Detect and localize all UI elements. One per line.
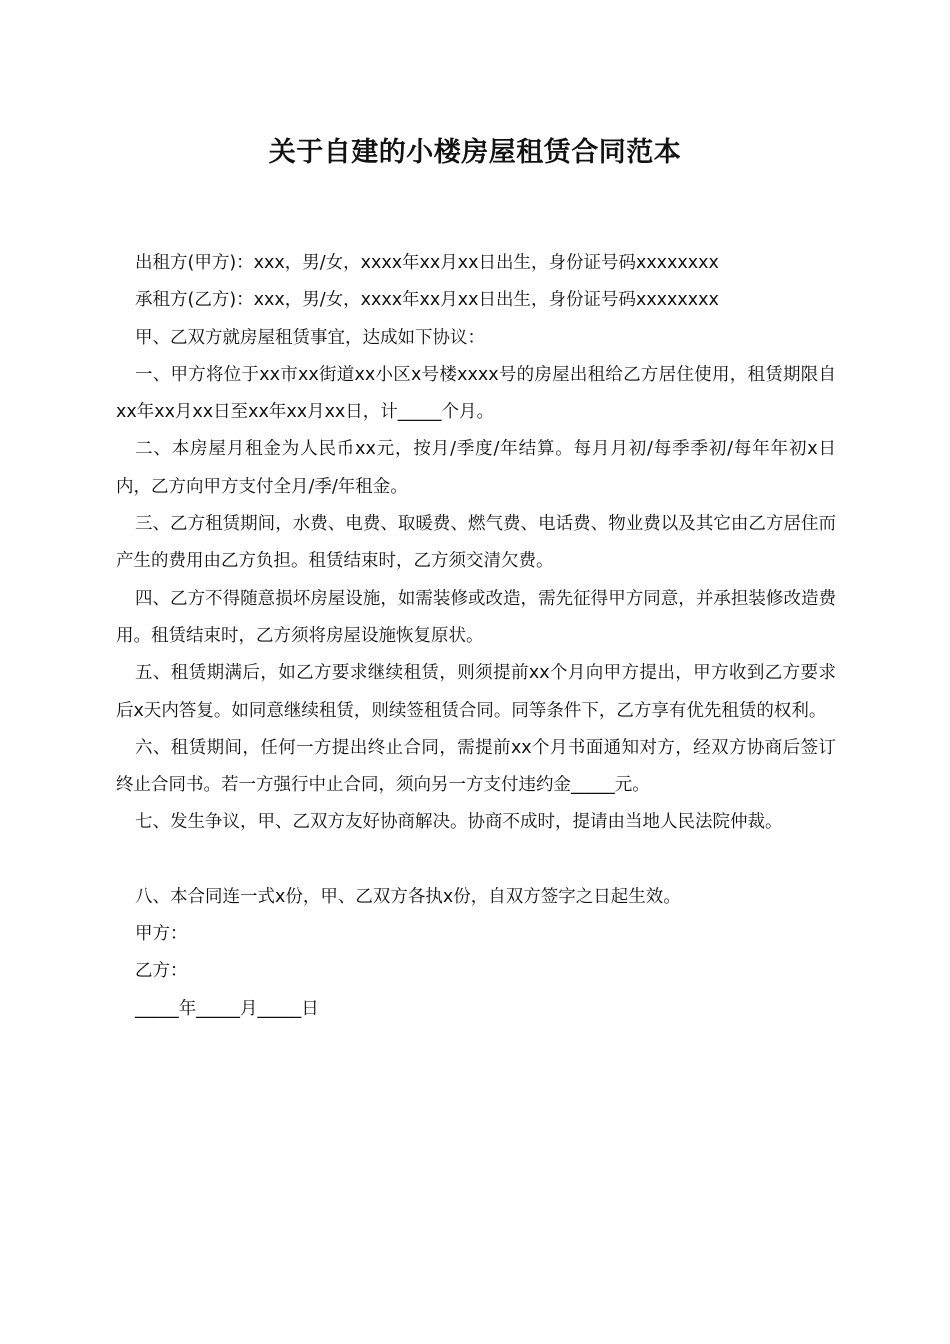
clause-8: 八、本合同连一式x份，甲、乙双方各执x份，自双方签字之日起生效。	[135, 886, 681, 907]
clause-3: 三、乙方租赁期间，水费、电费、取暖费、燃气费、电话费、物业费以及其它由乙方居住而产生的费用由乙方负担。租赁结束时，乙方须交清欠费。	[116, 514, 836, 572]
clause-5: 五、租赁期满后，如乙方要求继续租赁，则须提前xx个月向甲方提出，甲方收到乙方要求后x天内答复。如同意继续租赁，则续签租赁合同。同等条件下，乙方享有优先租赁的权利。	[116, 663, 836, 721]
signature-party-a: 甲方：	[135, 924, 188, 945]
clause-2: 二、本房屋月租金为人民币xx元，按月/季度/年结算。每月月初/每季季初/每年年初x日内，乙方向甲方支付全月/季/年租金。	[116, 439, 836, 497]
paragraph-gap	[116, 842, 836, 879]
clause-7: 七、发生争议，甲、乙双方友好协商解决。协商不成时，提请由当地人民法院仲裁。	[135, 812, 783, 833]
party-a-line: 出租方(甲方)：xxx，男/女，xxxx年xx月xx日出生，身份证号码xxxxxxxx	[135, 253, 719, 273]
clause-1: 一、甲方将位于xx市xx街道xx小区x号楼xxxx号的房屋出租给乙方居住使用，租赁期限自xx年xx月xx日至xx年xx月xx日，计_____个月。	[116, 364, 836, 423]
signature-party-b: 乙方：	[135, 961, 188, 982]
document-title: 关于自建的小楼房屋租赁合同范本	[268, 137, 682, 168]
clause-6: 六、租赁期间，任何一方提出终止合同，需提前xx个月书面通知对方，经双方协商后签订终止合同书。若一方强行中止合同，须向另一方支付违约金_____元。	[116, 737, 836, 796]
clause-4: 四、乙方不得随意损坏房屋设施，如需装修或改造，需先征得甲方同意，并承担装修改造费用。租赁结束时，乙方须将房屋设施恢复原状。	[116, 588, 836, 646]
party-b-line: 承租方(乙方)：xxx，男/女，xxxx年xx月xx日出生，身份证号码xxxxxxxx	[135, 290, 719, 311]
agreement-intro: 甲、乙双方就房屋租赁事宜，达成如下协议：	[135, 327, 485, 348]
document-body	[116, 245, 836, 1028]
signature-date: _____年_____月_____日	[135, 998, 319, 1019]
